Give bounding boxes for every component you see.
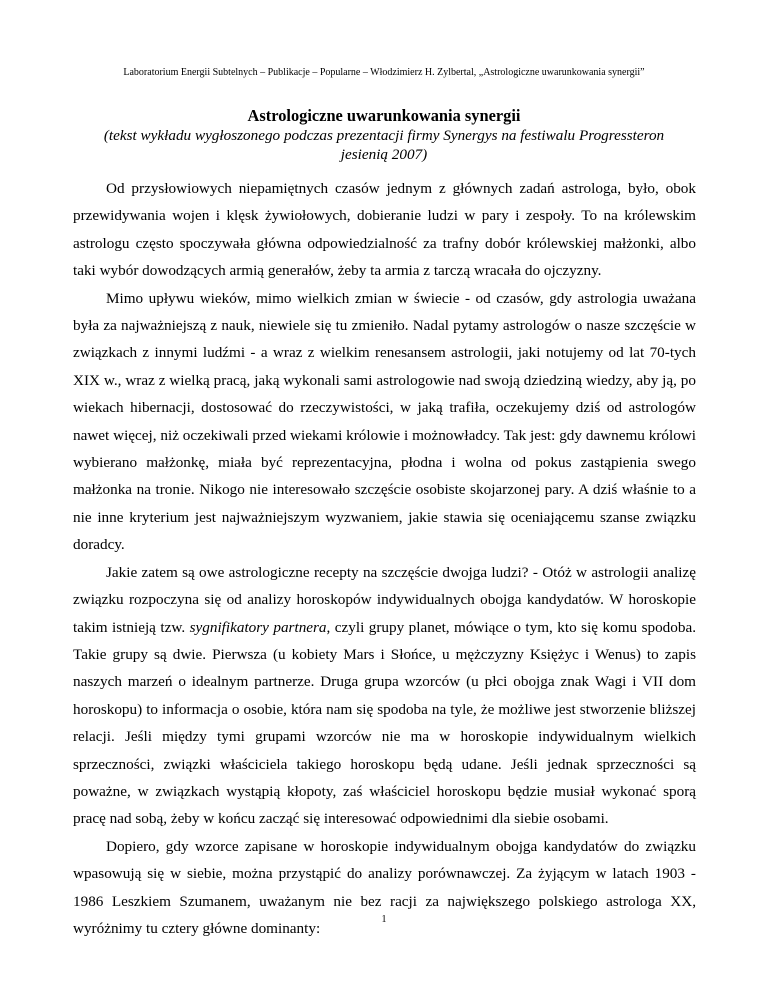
paragraph-4: Dopiero, gdy wzorce zapisane w horoskopie indywidualnym obojga kandydatów do związku wpasowują się w siebie, można przystąpić do analizy porównawczej. Za żyjącym w latach 1903 - 1986 Leszkiem Szumanem, uważanym nie bez racji za największego polskiego astrologa XX, wyróżnimy tu cztery główne dominanty:: [73, 837, 696, 937]
emphasis-term: sygnifikatory partnera: [189, 618, 327, 636]
paragraph-3-text-before: Jakie zatem są owe astrologiczne recepty na szczęście dwojga ludzi? - Otóż w astrologii analizę związku rozpoczyna się od analizy horoskopów indywidualnych obojga kandydatów. W horoskopie takim istnieją tzw.: [73, 563, 696, 636]
paragraph-3: [73, 559, 696, 833]
paragraph-1: Od przysłowiowych niepamiętnych czasów jednym z głównych zadań astrologa, było, obok przewidywania wojen i klęsk żywiołowych, dobieranie ludzi w pary i zespoły. To na królewskim astrologu często spoczywała główna odpowiedzialność za trafny dobór królewskiej małżonki, albo taki wybór dowodzących armią generałów, żeby ta armia z tarczą wracała do ojczyzny.: [73, 180, 696, 280]
document-subtitle: (tekst wykładu wygłoszonego podczas prezentacji firmy Synergys na festiwalu Progressteron jesienią 2007): [103, 127, 665, 163]
body-text: [73, 175, 696, 942]
title-block: [90, 106, 678, 164]
paragraph-3-text-after: , czyli grupy planet, mówiące o tym, kto się komu spodoba. Takie grupy są dwie. Pierwsza (u kobiety Mars i Słońce, u mężczyzny Księżyc i Wenus) to zapis naszych marzeń o idealnym partnerze. Druga grupa wzorców (u płci obojga znak Wagi i VII dom horoskopu) to informacja o osobie, która nam się spodoba na tyle, że możliwe jest stworzenie bliższej relacji. Jeśli między tymi grupami wzorców nie ma w horoskopie indywidualnym wielkich sprzeczności, związki właściciela takiego horoskopu będą udane. Jeśli jednak sprzeczności są poważne, w związkach wystąpią kłopoty, zaś właściciel horoskopu będzie musiał wykonać sporą pracę nad sobą, żeby w końcu zacząć się interesować odpowiednimi dla siebie osobami.: [73, 618, 696, 828]
paragraph-2: Mimo upływu wieków, mimo wielkich zmian w świecie - od czasów, gdy astrologia uważana była za najważniejszą z nauk, niewiele się tu zmieniło. Nadal pytamy astrologów o nasze szczęście w związkach z innymi ludźmi - a wraz z wielkim renesansem astrologii, jaki notujemy od lat 70-tych XIX w., wraz z wielką pracą, jaką wykonali sami astrologowie nad swoją dziedziną wiedzy, aby ją, po wiekach hibernacji, dostosować do rzeczywistości, w jaką trafiła, oczekujemy dziś od astrologów nawet więcej, niż oczekiwali przed wiekami królowie i możnowładcy. Tak jest: gdy dawnemu królowi wybierano małżonkę, miała być reprezentacyjna, płodna i wolna od pokus zastąpienia swego małżonka na tronie. Nikogo nie interesowało szczęście osobiste skojarzonej pary. A dziś właśnie to a nie inne kryterium jest najważniejszym wyzwaniem, jakie stawia się oceniającemu szanse związku doradcy.: [73, 289, 696, 554]
page-number: 1: [381, 914, 387, 925]
running-header: Laboratorium Energii Subtelnych – Publikacje – Popularne – Włodzimierz H. Zylbertal, „Astrologiczne uwarunkowania synergii”: [123, 67, 645, 78]
document-title: Astrologiczne uwarunkowania synergii: [247, 106, 521, 125]
